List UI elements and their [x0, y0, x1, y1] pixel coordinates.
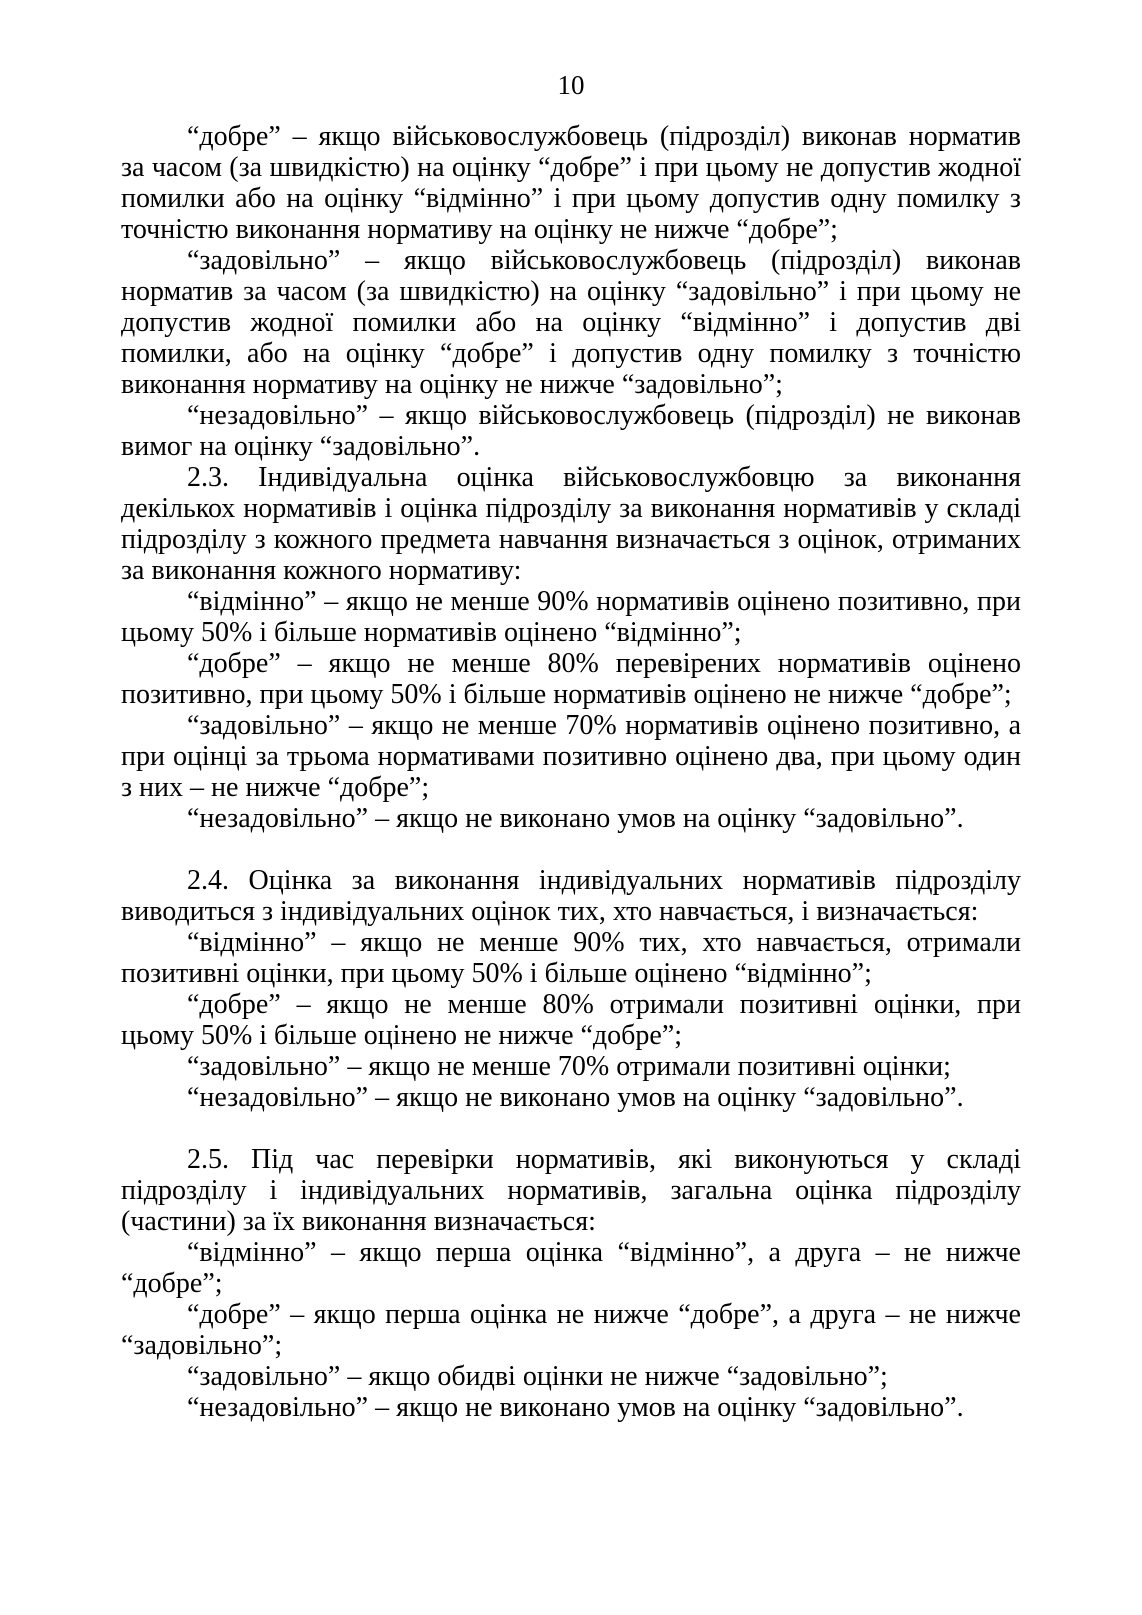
para-2-3-individual-assessment: 2.3. Індивідуальна оцінка військовослужбовцю за виконання декількох нормативів і оцінка підрозділу за виконання нормативів у складі підрозділу з кожного предмета навчання визначається з оцінок, отриманих за виконання кожного нормативу:: [121, 462, 1021, 586]
page-number: 10: [557, 70, 585, 100]
para-2-4-vidminno: “відмінно” – якщо не менше 90% тих, хто навчається, отримали позитивні оцінки, при цьому 50% і більше оцінено “відмінно”;: [121, 927, 1021, 989]
para-2-3-dobre: “добре” – якщо не менше 80% перевірених нормативів оцінено позитивно, при цьому 50% і більше нормативів оцінено не нижче “добре”;: [121, 648, 1021, 710]
para-nezadovilno-time-standard: “незадовільно” – якщо військовослужбовець (підрозділ) не виконав вимог на оцінку “задовільно”.: [121, 400, 1021, 462]
para-dobre-time-standard: “добре” – якщо військовослужбовець (підрозділ) виконав норматив за часом (за швидкістю) на оцінку “добре” і при цьому не допустив жодної помилки або на оцінку “відмінно” і при цьому допустив одну помилку з точністю виконання нормативу на оцінку не нижче “добре”;: [121, 121, 1021, 245]
para-2-5-zadovilno: “задовільно” – якщо обидві оцінки не нижче “задовільно”;: [187, 1361, 888, 1392]
para-2-5-dobre: “добре” – якщо перша оцінка не нижче “добре”, а друга – не нижче “задовільно”;: [121, 1299, 1021, 1361]
document-content: [121, 121, 1021, 1423]
para-2-5-nezadovilno: “незадовільно” – якщо не виконано умов на оцінку “задовільно”.: [187, 1392, 964, 1423]
para-2-4-zadovilno: “задовільно” – якщо не менше 70% отримали позитивні оцінки;: [187, 1051, 951, 1082]
para-2-5-vidminno: “відмінно” – якщо перша оцінка “відмінно”, а друга – не нижче “добре”;: [121, 1237, 1021, 1299]
para-2-3-vidminno: “відмінно” – якщо не менше 90% нормативів оцінено позитивно, при цьому 50% і більше нормативів оцінено “відмінно”;: [121, 586, 1021, 648]
para-2-4-nezadovilno: “незадовільно” – якщо не виконано умов на оцінку “задовільно”.: [187, 1082, 964, 1113]
para-zadovilno-time-standard: “задовільно” – якщо військовослужбовець (підрозділ) виконав норматив за часом (за швидкістю) на оцінку “задовільно” і при цьому не допустив жодної помилки або на оцінку “відмінно” і допустив дві помилки, або на оцінку “добре” і допустив одну помилку з точністю виконання нормативу на оцінку не нижче “задовільно”;: [121, 245, 1021, 400]
para-2-5-combined-check: 2.5. Під час перевірки нормативів, які виконуються у складі підрозділу і індивідуальних нормативів, загальна оцінка підрозділу (частини) за їх виконання визначається:: [121, 1144, 1021, 1237]
para-2-4-dobre: “добре” – якщо не менше 80% отримали позитивні оцінки, при цьому 50% і більше оцінено не нижче “добре”;: [121, 989, 1021, 1051]
para-2-3-zadovilno: “задовільно” – якщо не менше 70% нормативів оцінено позитивно, а при оцінці за трьома нормативами позитивно оцінено два, при цьому один з них – не нижче “добре”;: [121, 710, 1021, 803]
para-2-3-nezadovilno: “незадовільно” – якщо не виконано умов на оцінку “задовільно”.: [187, 803, 964, 834]
para-2-4-unit-assessment: 2.4. Оцінка за виконання індивідуальних нормативів підрозділу виводиться з індивідуальних оцінок тих, хто навчається, і визначається:: [121, 865, 1021, 927]
